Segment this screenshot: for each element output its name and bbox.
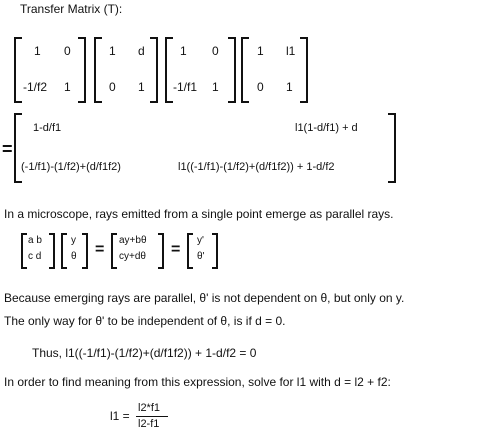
matrix-bracket-right	[228, 37, 236, 103]
vector-cell: y	[71, 235, 76, 246]
matrix-bracket-left	[241, 37, 249, 103]
matrix-cell: c d	[28, 251, 42, 262]
vector-cell: cy+dθ	[119, 251, 146, 262]
fraction-numerator: l2*f1	[138, 402, 161, 414]
text-line: Thus, l1((-1/f1)-(1/f2)+(d/f1f2)) + 1-d/f2 = 0	[32, 346, 257, 360]
matrix-cell: -1/f1	[173, 80, 198, 94]
matrix-cell: l1	[286, 44, 296, 58]
matrix-cell: d	[138, 44, 145, 58]
vector-bracket-right	[158, 233, 164, 269]
fraction-bar	[136, 416, 168, 417]
matrix-bracket-right	[78, 37, 86, 103]
matrix-cell: -1/f2	[23, 80, 48, 94]
matrix-cell: 1	[180, 44, 187, 58]
matrix-bracket-left	[14, 37, 22, 103]
matrix-bracket-right	[300, 37, 308, 103]
vector-cell: θ	[71, 251, 77, 262]
text-line: Because emerging rays are parallel, θ' is not dependent on θ, but only on y.	[4, 291, 405, 305]
solution-lhs: l1 =	[110, 409, 130, 423]
fraction-denominator: l2-f1	[138, 418, 160, 430]
vector-cell: ay+bθ	[119, 235, 147, 246]
matrix-bracket-right	[49, 233, 55, 269]
matrix-bracket-right	[150, 37, 158, 103]
equals-sign: =	[171, 241, 181, 258]
text-line: The only way for θ' to be independent of θ, is if d = 0.	[4, 314, 286, 328]
vector-bracket-right	[82, 233, 88, 269]
matrix-bracket-left	[21, 233, 27, 269]
matrix-cell: 1	[138, 80, 145, 94]
matrix-cell: a b	[28, 235, 42, 246]
matrix-cell: 0	[64, 44, 71, 58]
matrix-cell: 1	[64, 80, 71, 94]
vector-bracket-left	[187, 233, 193, 269]
equals-sign: =	[95, 241, 105, 258]
vector-cell: y'	[197, 235, 204, 246]
matrix-cell: 0	[109, 80, 116, 94]
matrix-cell: 0	[212, 44, 219, 58]
text-line: In order to find meaning from this expression, solve for l1 with d = l2 + f2:	[4, 375, 391, 389]
result-cell-c: (-1/f1)-(1/f2)+(d/f1f2)	[21, 161, 121, 173]
equals-sign: =	[2, 139, 13, 159]
matrix-bracket-left	[165, 37, 173, 103]
matrix-bracket-right	[388, 113, 396, 183]
matrix-cell: 0	[257, 80, 264, 94]
matrix-cell: 1	[34, 44, 41, 58]
vector-bracket-left	[61, 233, 67, 269]
result-cell-b: l1(1-d/f1) + d	[295, 122, 358, 134]
vector-cell: θ'	[197, 251, 205, 262]
result-cell-a: 1-d/f1	[33, 122, 62, 134]
matrix-cell: 1	[257, 44, 264, 58]
result-cell-d: l1((-1/f1)-(1/f2)+(d/f1f2)) + 1-d/f2	[178, 161, 335, 173]
matrix-cell: 1	[109, 44, 116, 58]
vector-bracket-right	[212, 233, 218, 269]
matrix-cell: 1	[286, 80, 293, 94]
heading: Transfer Matrix (T):	[20, 2, 123, 16]
matrix-cell: 1	[212, 80, 219, 94]
vector-bracket-left	[111, 233, 117, 269]
text-line: In a microscope, rays emitted from a single point emerge as parallel rays.	[4, 207, 394, 221]
matrix-bracket-left	[94, 37, 102, 103]
